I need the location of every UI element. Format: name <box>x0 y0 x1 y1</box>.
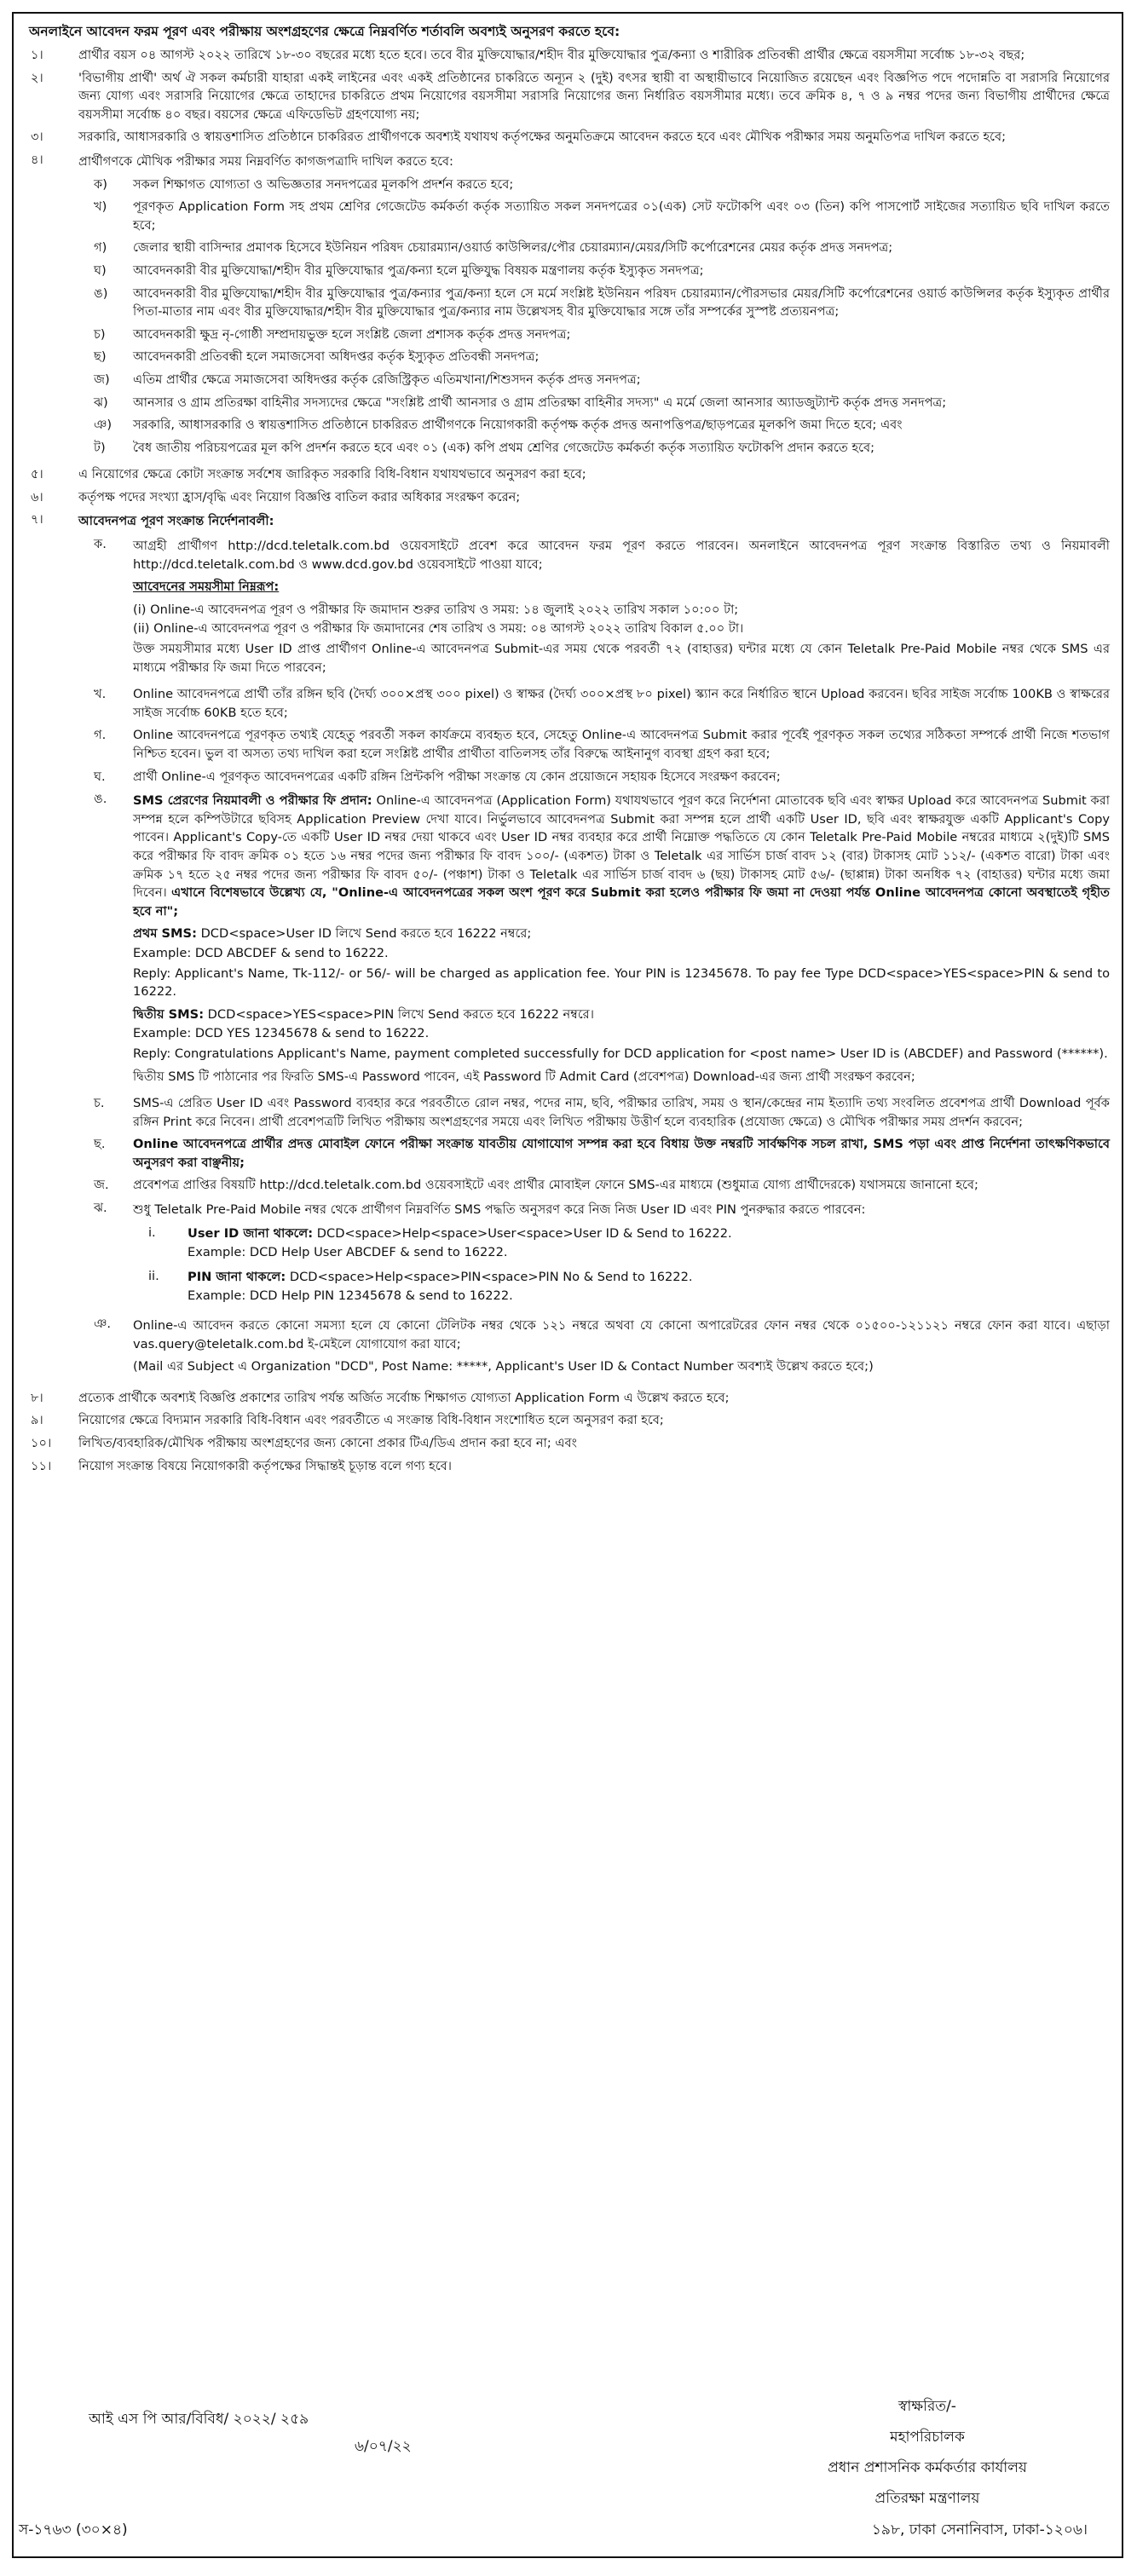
condition-9 <box>26 1411 1110 1430</box>
schedule-title: আবেদনের সময়সীমা নিম্নরূপ: <box>133 579 280 595</box>
instruction-ka: ক. আগ্রহী প্রার্থীগণ http://dcd.teletalk.com.bd ওয়েবসাইটে প্রবেশ করে আবেদন ফরম পূরণ করতে পারবেন। অনলাইনে আবেদনপত্র পূরণ সংক্রান্ত বিস্তারিত তথ্য ও নিয়মাবলী http://dcd.teletalk.com.bd ও www.dcd.gov.bd ওয়েবসাইটে পাওয়া যাবে; আবেদনের সময়সীমা নিম্নরূপ: (i) Online-এ আবেদনপত্র পূরণ ও পরীক্ষার ফি জমাদান শুরুর তারিখ ও সময়: ১৪ জুলাই ২০২২ তারিখ সকাল ১০:০০ টা; (ii) Online-এ আবেদনপত্র পূরণ ও পরীক্ষার ফি জমাদানের শেষ তারিখ ও সময়: ০৪ আগস্ট ২০২২ তারিখ বিকাল ৫.০০ টা। উক্ত সময়সীমার মধ্যে User ID প্রাপ্ত প্রার্থীগণ Online-এ আবেদনপত্র Submit-এর সময় থেকে পরবর্তী ৭২ (বাহাত্তর) ঘন্টার মধ্যে যে কোন Teletalk Pre-Paid Mobile নম্বর থেকে SMS এর মাধ্যমে পরীক্ষার ফি জমা দিতে পারবেন; <box>78 535 1110 681</box>
item-number: ৫। <box>31 467 43 482</box>
item-number: ১১। <box>31 1458 52 1473</box>
item-number: ৬। <box>31 489 43 504</box>
first-sms-reply: Reply: Applicant's Name, Tk-112/- or 56/- will be charged as application fee. Your PIN is 12345678. To pay fee Type DCD<space>YES<space>PIN & send to 16222. <box>133 965 1110 1000</box>
item-text: প্রত্যেক প্রার্থীকে অবশ্যই বিজ্ঞপ্তি প্রকাশের তারিখ পর্যন্ত অর্জিত সর্বোচ্চ শিক্ষাগত যোগ্যতা Application Form এ উল্লেখ করতে হবে; <box>78 1390 730 1405</box>
instruction-nya-helpline: ঞ. Online-এ আবেদন করতে কোনো সমস্যা হলে যে কোনো টেলিটক নম্বর থেকে ১২১ নম্বরে অথবা যে কোনো অপারেটরের ফোন নম্বর থেকে ০১৫০০-১২১১২১ নম্বরে ফোন করা যাবে। এছাড়া vas.query@teletalk.com.bd ই-মেইলে যোগাযোগ করা যাবে; (Mail এর Subject এ Organization "DCD", Post Name: *****, Applicant's User ID & Contact Number অবশ্যই উল্লেখ করতে হবে;) <box>78 1315 1110 1380</box>
item-number: ৮। <box>31 1390 43 1405</box>
item-number: ২। <box>31 70 43 85</box>
doc-gha: ঘ) আবেদনকারী বীর মুক্তিযোদ্ধা/শহীদ বীর মুক্তিযোদ্ধার পুত্র/কন্যা হলে মুক্তিযুদ্ধ বিষয়ক মন্ত্রণালয় কর্তৃক ইস্যুকৃত সনদপত্র; <box>94 262 704 278</box>
doc-ja: জ) এতিম প্রার্থীর ক্ষেত্রে সমাজসেবা অধিদপ্তর কর্তৃক রেজিস্ট্রিকৃত এতিমখানা/শিশুসদন কর্তৃক প্রদত্ত সনদপত্র; <box>94 372 641 387</box>
memo-number: আই এস পি আর/বিবিধ/ ২০২২/ ২৫৯ <box>89 2411 309 2428</box>
office-address: ১৯৮, ঢাকা সেনানিবাস, ঢাকা-১২০৬। <box>871 2521 1088 2539</box>
recovery-pin: ii. PIN জানা থাকলে: DCD<space>Help<space>PIN<space>PIN No & Send to 16222. Example: DCD Help PIN 12345678 & send to 16222. <box>148 1268 693 1304</box>
sms-rules-warning: এখানে বিশেষভাবে উল্লেখ্য যে, "Online-এ আবেদনপত্রের সকল অংশ পূরণ করে Submit করা হলেও পরীক্ষার ফি জমা না দেওয়া পর্যন্ত Online আবেদনপত্র কোনো অবস্থাতেই গৃহীত হবে না"; <box>133 885 1110 919</box>
item-text: প্রার্থীর বয়স ০৪ আগস্ট ২০২২ তারিখে ১৮-৩০ বছরের মধ্যে হতে হবে। তবে বীর মুক্তিযোদ্ধার/শহীদ বীর মুক্তিযোদ্ধার পুত্র/কন্যা ও শারীরিক প্রতিবন্ধী প্রার্থীর ক্ষেত্রে বয়সসীমা সর্বোচ্চ ১৮-৩২ বছর; <box>78 48 1025 62</box>
signatory-designation: মহাপরিচালক <box>890 2429 965 2446</box>
signatory-ministry: প্রতিরক্ষা মন্ত্রণালয় <box>874 2490 980 2507</box>
first-sms-title: প্রথম SMS: <box>133 926 197 942</box>
helpline-mail-note: (Mail এর Subject এ Organization "DCD", Post Name: *****, Applicant's User ID & Contact Number অবশ্যই উল্লেখ করতে হবে;) <box>133 1359 874 1374</box>
item-number: ৭। <box>31 512 43 527</box>
instruction-kha: খ. Online আবেদনপত্রে প্রার্থী তাঁর রঙ্গিন ছবি (দৈর্ঘ্য ৩০০×প্রস্থ ৩০০ pixel) ও স্বাক্ষর (দৈর্ঘ্য ৩০০×প্রস্থ ৮০ pixel) স্ক্যান করে নির্ধারিত স্থানে Upload করবেন। ছবির সাইজ সর্বোচ্চ 100KB ও স্বাক্ষরের সাইজ সর্বোচ্চ 60KB হতে হবে; <box>94 687 1110 720</box>
sms-rules-text: Online-এ আবেদনপত্র (Application Form) যথাযথভাবে পূরণ করে নির্দেশনা মোতাবেক ছবি এবং স্বাক্ষর Upload করে আবেদনপত্র Submit করা সম্পন্ন হলে কম্পিউটারে ছবিসহ Application Preview দেখা যাবে। নির্ভুলভাবে আবেদনপত্র Submit করা সম্পন্ন হলে প্রার্থী একটি User ID, ছবি এবং স্বাক্ষরযুক্ত একটি Applicant's Copy পাবেন। Applicant's Copy-তে একটি User ID নম্বর দেয়া থাকবে এবং User ID নম্বর ব্যবহার করে প্রার্থী নিম্নোক্ত পদ্ধতিতে যে কোন Teletalk Pre-Paid Mobile নম্বরের মাধ্যমে ২(দুই)টি SMS করে পরীক্ষার ফি বাবদ ক্রমিক ০১ হতে ১৬ নম্বর পদের জন্য পরীক্ষার ফি বাবদ ১০০/- (একশত) টাকা ও Teletalk এর সার্ভিস চার্জ বাবদ ১২ (বার) টাকাসহ মোট ১১২/- (একশত বারো) টাকা এবং ক্রমিক ১৭ হতে ২৫ নম্বর পদের জন্য পরীক্ষার ফি বাবদ ৫০/- (পঞ্চাশ) টাকা ও Teletalk এর সার্ভিস চার্জ বাবদ ৬ (ছয়) টাকাসহ মোট ৫৬/- (ছাপ্পান্ন) টাকা অনধিক ৭২ (বাহাত্তর) ঘন্টার মধ্যে জমা দিবেন। <box>133 793 1110 901</box>
doc-kha: খ) পূরণকৃত Application Form সহ প্রথম শ্রেণির গেজেটেড কর্মকর্তা কর্তৃক সত্যায়িত সকল সনদপত্রের ০১(এক) সেট ফটোকপি এবং ০৩ (তিন) কপি পাসপোর্ট সাইজের সত্যায়িত ছবি দাখিল করতে হবে; <box>94 199 1110 233</box>
instruction-text: আগ্রহী প্রার্থীগণ http://dcd.teletalk.com.bd ওয়েবসাইটে প্রবেশ করে আবেদন ফরম পূরণ করতে পারবেন। অনলাইনে আবেদনপত্র পূরণ সংক্রান্ত বিস্তারিত তথ্য ও নিয়মাবলী http://dcd.teletalk.com.bd ও www.dcd.gov.bd ওয়েবসাইটে পাওয়া যাবে; <box>133 539 1110 572</box>
second-sms-example: Example: DCD YES 12345678 & send to 16222. <box>133 1026 430 1041</box>
schedule-start: (i) Online-এ আবেদনপত্র পূরণ ও পরীক্ষার ফি জমাদান শুরুর তারিখ ও সময়: ১৪ জুলাই ২০২২ তারিখ সকাল ১০:০০ টা; <box>133 602 739 617</box>
second-sms-note: দ্বিতীয় SMS টি পাঠানোর পর ফিরতি SMS-এ Password পাবেন, এই Password টি Admit Card (প্রবেশপত্র) Download-এর জন্য প্রার্থী সংরক্ষণ করবেন; <box>133 1069 915 1084</box>
doc-ga: গ) জেলার স্থায়ী বাসিন্দার প্রমাণক হিসেবে ইউনিয়ন পরিষদ চেয়ারম্যান/ওয়ার্ড কাউন্সিলর/পৌর চেয়ারম্যান/মেয়র/সিটি কর্পোরেশনের মেয়র কর্তৃক প্রদত্ত সনদপত্র; <box>94 240 893 256</box>
application-instructions-title: আবেদনপত্র পূরণ সংক্রান্ত নির্দেশনাবলী: <box>78 514 274 529</box>
helpline-text: Online-এ আবেদন করতে কোনো সমস্যা হলে যে কোনো টেলিটক নম্বর থেকে ১২১ নম্বরে অথবা যে কোনো অপারেটরের ফোন নম্বর থেকে ০১৫০০-১২১১২১ নম্বরে ফোন করা যাবে। এছাড়া vas.query@teletalk.com.bd ই-মেইলে যোগাযোগ করা যাবে; <box>133 1318 1110 1351</box>
condition-4 <box>26 151 1110 461</box>
instruction-ja: জ. প্রবেশপত্র প্রাপ্তির বিষয়টি http://dcd.teletalk.com.bd ওয়েবসাইটে এবং প্রার্থীর মোবাইল ফোনে SMS-এর মাধ্যমে (শুধুমাত্র যোগ্য প্রার্থীদেরকে) যথাসময়ে জানানো হবে; <box>94 1178 978 1193</box>
item-text: নিয়োগ সংক্রান্ত বিষয়ে নিয়োগকারী কর্তৃপক্ষের সিদ্ধান্তই চূড়ান্ত বলে গণ্য হবে। <box>78 1458 453 1473</box>
signed-text: স্বাক্ষরিত/- <box>898 2398 956 2415</box>
signatory-office: প্রধান প্রশাসনিক কর্মকর্তার কার্যালয় <box>828 2459 1027 2476</box>
doc-ta: ট) বৈধ জাতীয় পরিচয়পত্রের মূল কপি প্রদর্শন করতে হবে এবং ০১ (এক) কপি প্রথম শ্রেণির গেজেটেড কর্মকর্তা কর্তৃক সত্যায়িত ফটোকপি প্রদান করতে হবে; <box>94 440 875 455</box>
second-sms-text: DCD<space>YES<space>PIN লিখে Send করতে হবে 16222 নম্বরে। <box>207 1006 594 1022</box>
instruction-chha: ছ. Online আবেদনপত্রে প্রার্থীর প্রদত্ত মোবাইল ফোনে পরীক্ষা সংক্রান্ত যাবতীয় যোগাযোগ সম্পন্ন করা হবে বিধায় উক্ত নম্বরটি সার্বক্ষণিক সচল রাখা, SMS পড়া এবং প্রাপ্ত নির্দেশনা তাৎক্ষণিকভাবে অনুসরণ করা বাঞ্ছনীয়; <box>94 1137 1110 1170</box>
item-body <box>78 510 1110 1384</box>
instruction-nga-sms-fee: ঙ. SMS প্রেরণের নিয়মাবলী ও পরীক্ষার ফি প্রদান: Online-এ আবেদনপত্র (Application Form) যথাযথভাবে পূরণ করে নির্দেশনা মোতাবেক ছবি এবং স্বাক্ষর Upload করে আবেদনপত্র Submit করা সম্পন্ন হলে কম্পিউটারে ছবিসহ Application Preview দেখা যাবে। নির্ভুলভাবে আবেদনপত্র Submit করা সম্পন্ন হলে প্রার্থী একটি User ID, ছবি এবং স্বাক্ষরযুক্ত একটি Applicant's Copy পাবেন। Applicant's Copy-তে একটি User ID নম্বর দেয়া থাকবে এবং User ID নম্বর ব্যবহার করে প্রার্থী নিম্নোক্ত পদ্ধতিতে যে কোন Teletalk Pre-Paid Mobile নম্বরের মাধ্যমে ২(দুই)টি SMS করে পরীক্ষার ফি বাবদ ক্রমিক ০১ হতে ১৬ নম্বর পদের জন্য পরীক্ষার ফি বাবদ ১০০/- (একশত) টাকা ও Teletalk এর সার্ভিস চার্জ বাবদ ১২ (বার) টাকাসহ মোট ১১২/- (একশত বারো) টাকা এবং ক্রমিক ১৭ হতে ২৫ নম্বর পদের জন্য পরীক্ষার ফি বাবদ ৫০/- (পঞ্চাশ) টাকা ও Teletalk এর সার্ভিস চার্জ বাবদ ৬ (ছয়) টাকাসহ মোট ৫৬/- (ছাপ্পান্ন) টাকা অনধিক ৭২ (বাহাত্তর) ঘন্টার মধ্যে জমা দিবেন। এখানে বিশেষভাবে উল্লেখ্য যে, "Online-এ আবেদনপত্রের সকল অংশ পূরণ করে Submit করা হলেও পরীক্ষার ফি জমা না দেওয়া পর্যন্ত Online আবেদনপত্র কোনো অবস্থাতেই গৃহীত হবে না"; প্রথম SMS: DCD<space>User ID লিখে Send করতে হবে 16222 নম্বরে; Example: DCD ABCDEF & send to 16222. Reply: Applicant's Name, Tk-112/- or 56/- will be charged as application fee. Your PIN is 12345678. To pay fee Type DCD<space>YES<space>PIN & send to 16222. দ্বিতীয় SMS: DCD<space>YES<space>PIN লিখে Send করতে হবে 16222 নম্বরে। Example: DCD YES 12345678 & send to 16222. Reply: Congratulations Applicant's Name, payment completed successfully for DCD application for <post name> User ID is (ABCDEF) and Password (******). দ্বিতীয় SMS টি পাঠানোর পর ফিরতি SMS-এ Password পাবেন, এই Password টি Admit Card (প্রবেশপত্র) Download-এর জন্য প্রার্থী সংরক্ষণ করবেন; <box>78 790 1110 1090</box>
item-number: ৯। <box>31 1413 43 1428</box>
doc-chha: ছ) আবেদনকারী প্রতিবন্ধী হলে সমাজসেবা অধিদপ্তর কর্তৃক ইস্যুকৃত প্রতিবন্ধী সনদপত্র; <box>94 349 540 365</box>
schedule-end: (ii) Online-এ আবেদনপত্র পূরণ ও পরীক্ষার ফি জমাদানের শেষ তারিখ ও সময়: ০৪ আগস্ট ২০২২ তারিখ বিকাল ৫.০০ টা। <box>133 621 744 637</box>
notice-heading: অনলাইনে আবেদন ফরম পূরণ এবং পরীক্ষায় অংশগ্রহণের ক্ষেত্রে নিম্নবর্ণিত শর্তাবলি অবশ্যই অনুসরণ করতে হবে: <box>29 24 620 39</box>
condition-2 <box>26 69 1110 124</box>
doc-ka: ক) সকল শিক্ষাগত যোগ্যতা ও অভিজ্ঞতার সনদপত্রের মূলকপি প্রদর্শন করতে হবে; <box>94 176 514 192</box>
print-code: স-১৭৬৩ (৩০×৪) <box>19 2521 128 2539</box>
condition-7 <box>26 510 1110 1384</box>
condition-5 <box>26 465 1110 484</box>
second-sms-title: দ্বিতীয় SMS: <box>133 1006 205 1022</box>
item-body <box>78 151 1110 461</box>
item-text: 'বিভাগীয় প্রার্থী' অর্থ ঐ সকল কর্মচারী যাহারা একই লাইনের এবং একই প্রতিষ্ঠানের চাকরিতে অন্যূন ২ (দুই) বৎসর স্থায়ী বা অস্থায়ীভাবে নিয়োজিত রয়েছেন এবং বিজ্ঞপিত পদে পদোন্নতি বা সরাসরি নিয়োগের জন্য যোগ্য এবং সরাসরি নিয়োগের ক্ষেত্রে তাহাদের চাকরিতে প্রথম নিয়োগের বয়সসীমা সরাসরি নিয়োগের জন্য নির্ধারিত বয়সসীমার মধ্যে। তবে ক্রমিক ৪, ৭ ও ৯ নম্বর পদের জন্য বিভাগীয় প্রার্থীদের ক্ষেত্রে বয়সসীমা সর্বোচ্চ ৪০ বছর। বয়সের ক্ষেত্রে এফিডেভিট গ্রহণযোগ্য নয়; <box>78 70 1110 122</box>
item-text: প্রার্থীগণকে মৌখিক পরীক্ষার সময় নিম্নবর্ণিত কাগজপত্রাদি দাখিল করতে হবে: <box>78 153 453 169</box>
condition-6 <box>26 488 1110 507</box>
recovery-text: শুধু Teletalk Pre-Paid Mobile নম্বর থেকে প্রার্থীগণ নিম্নবর্ণিত SMS পদ্ধতি অনুসরণ করে নিজ নিজ User ID এবং PIN পুনরুদ্ধার করতে পারবেন: <box>133 1202 866 1218</box>
item-text: নিয়োগের ক্ষেত্রে বিদ্যমান সরকারি বিধি-বিধান এবং পরবর্তীতে এ সংক্রান্ত বিধি-বিধান সংশোধিত হলে অনুসরণ করা হবে; <box>78 1413 664 1428</box>
instruction-cha: চ. SMS-এ প্রেরিত User ID এবং Password ব্যবহার করে পরবর্তীতে রোল নম্বর, পদের নাম, ছবি, পরীক্ষার তারিখ, সময় ও স্থান/কেন্দ্রের নাম ইত্যাদি তথ্য সংবলিত প্রবেশপত্র প্রার্থী Download পূর্বক রঙ্গিন Print করে নিবেন। প্রার্থী প্রবেশপত্রটি লিখিত পরীক্ষায় অংশগ্রহণের সময়ে এবং লিখিত পরীক্ষায় উত্তীর্ণ হলে ব্যবহারিক (প্রযোজ্য ক্ষেত্রে) ও মৌখিক পরীক্ষার সময় প্রদর্শন করবেন; <box>94 1096 1110 1129</box>
instruction-gha: ঘ. প্রার্থী Online-এ পূরণকৃত আবেদনপত্রের একটি রঙ্গিন প্রিন্টকপি পরীক্ষা সংক্রান্ত যে কোন প্রয়োজনে সহায়ক হিসেবে সংরক্ষণ করবেন; <box>94 769 781 784</box>
recovery-user-id: i. User ID জানা থাকলে: DCD<space>Help<space>User<space>User ID & Send to 16222. Example: DCD Help User ABCDEF & send to 16222. <box>148 1225 732 1260</box>
doc-jha: ঝ) আনসার ও গ্রাম প্রতিরক্ষা বাহিনীর সদস্যদের ক্ষেত্রে "সংশ্লিষ্ট প্রার্থী আনসার ও গ্রাম প্রতিরক্ষা বাহিনীর সদস্য" এ মর্মে জেলা আনসার অ্যাডজুট্যান্ট কর্তৃক প্রদত্ত সনদপত্র; <box>94 395 947 410</box>
first-sms-text: DCD<space>User ID লিখে Send করতে হবে 16222 নম্বরে; <box>200 926 532 942</box>
memo-date: ৬/০৭/২২ <box>355 2438 412 2455</box>
sms-rules-title: SMS প্রেরণের নিয়মাবলী ও পরীক্ষার ফি প্রদান: <box>133 793 372 809</box>
item-text: সরকারি, আধাসরকারি ও স্বায়ত্তশাসিত প্রতিষ্ঠানে চাকরিরত প্রার্থীগণকে অবশ্যই যথাযথ কর্তৃপক্ষের অনুমতিক্রমে আবেদন করতে হবে এবং মৌখিক পরীক্ষার সময় অনুমতিপত্র দাখিল করতে হবে; <box>78 130 1007 145</box>
condition-8 <box>26 1389 1110 1408</box>
doc-nya: ঞ) সরকারি, আধাসরকারি ও স্বায়ত্তশাসিত প্রতিষ্ঠানে চাকরিরত প্রার্থীগণকে নিয়োগকারী কর্তৃপক্ষ কর্তৃক প্রদত্ত অনাপত্তিপত্র/ছাড়পত্রের মূলকপি জমা দিতে হবে; এবং <box>94 418 903 433</box>
condition-1 <box>26 46 1110 65</box>
item-text: কর্তৃপক্ষ পদের সংখ্যা হ্রাস/বৃদ্ধি এবং নিয়োগ বিজ্ঞপ্তি বাতিল করার অধিকার সংরক্ষণ করেন; <box>78 489 521 504</box>
doc-nga: ঙ) আবেদনকারী বীর মুক্তিযোদ্ধা/শহীদ বীর মুক্তিযোদ্ধার পুত্র/কন্যার পুত্র/কন্যা হলে সে মর্মে সংশ্লিষ্ট ইউনিয়ন পরিষদ চেয়ারম্যান/পৌরসভার মেয়র/সিটি কর্পোরেশনের ওয়ার্ড কাউন্সিলর কর্তৃক ইস্যুকৃত প্রার্থীর পিতা-মাতার নাম এবং বীর মুক্তিযোদ্ধার/শহীদ বীর মুক্তিযোদ্ধার পুত্র/কন্যার নাম উল্লেখসহ বীর মুক্তিযোদ্ধার সঙ্গে তাঁর সম্পর্কের সুস্পষ্ট প্রত্যয়নপত্র; <box>94 285 1110 320</box>
item-text: লিখিত/ব্যবহারিক/মৌখিক পরীক্ষায় অংশগ্রহণের জন্য কোনো প্রকার টিএ/ডিএ প্রদান করা হবে না; এবং <box>78 1436 577 1450</box>
schedule-note: উক্ত সময়সীমার মধ্যে User ID প্রাপ্ত প্রার্থীগণ Online-এ আবেদনপত্র Submit-এর সময় থেকে পরবর্তী ৭২ (বাহাত্তর) ঘন্টার মধ্যে যে কোন Teletalk Pre-Paid Mobile নম্বর থেকে SMS এর মাধ্যমে পরীক্ষার ফি জমা দিতে পারবেন; <box>133 642 1110 675</box>
signature-block <box>782 2391 1072 2514</box>
item-number: ৩। <box>31 130 43 145</box>
condition-3 <box>26 128 1110 147</box>
notice-footer <box>14 2391 1122 2553</box>
item-number: ৪। <box>31 152 43 167</box>
instruction-ga: গ. Online আবেদনপত্রে পূরণকৃত তথ্যই যেহেতু পরবর্তী সকল কার্যক্রমে ব্যবহৃত হবে, সেহেতু Online-এ আবেদনপত্র Submit করার পূর্বেই পূরণকৃত সকল তথ্যের সঠিকতা সম্পর্কে প্রার্থী নিজে শতভাগ নিশ্চিত হবেন। ভুল বা অসত্য তথ্য দাখিল করা হলে সংশ্লিষ্ট প্রার্থীর প্রার্থীতা বাতিলসহ তাঁর বিরুদ্ধে আইনানুগ ব্যবস্থা গ্রহণ করা হবে; <box>94 728 1110 761</box>
condition-11 <box>26 1457 1110 1476</box>
condition-10 <box>26 1434 1110 1453</box>
instruction-jha-recovery: ঝ. শুধু Teletalk Pre-Paid Mobile নম্বর থেকে প্রার্থীগণ নিম্নবর্ণিত SMS পদ্ধতি অনুসরণ করে নিজ নিজ User ID এবং PIN পুনরুদ্ধার করতে পারবেন: i. User ID জানা থাকলে: DCD<space>Help<space>User<space>User ID & Send to 16222. Example: DCD Help User ABCDEF & send to 16222. ii. PIN জানা থাকলে: DCD<space>Help<space>PIN<space>PIN No & Send to 16222. Example: DCD Help PIN 12345678 & send to 16222. <box>78 1199 1110 1311</box>
doc-cha: চ) আবেদনকারী ক্ষুদ্র নৃ-গোষ্ঠী সম্প্রদায়ভুক্ত হলে সংশ্লিষ্ট জেলা প্রশাসক কর্তৃক প্রদত্ত সনদপত্র; <box>94 326 571 342</box>
first-sms-example: Example: DCD ABCDEF & send to 16222. <box>133 945 389 960</box>
item-number: ১০। <box>31 1436 52 1450</box>
item-number: ১। <box>31 48 43 62</box>
item-text: এ নিয়োগের ক্ষেত্রে কোটা সংক্রান্ত সর্বশেষ জারিকৃত সরকারি বিধি-বিধান যথাযথভাবে অনুসরণ করা হবে; <box>78 467 586 482</box>
second-sms-reply: Reply: Congratulations Applicant's Name, payment completed successfully for DCD application for <post name> User ID is (ABCDEF) and Password (******). <box>133 1046 1108 1061</box>
notice-frame <box>12 12 1123 2558</box>
